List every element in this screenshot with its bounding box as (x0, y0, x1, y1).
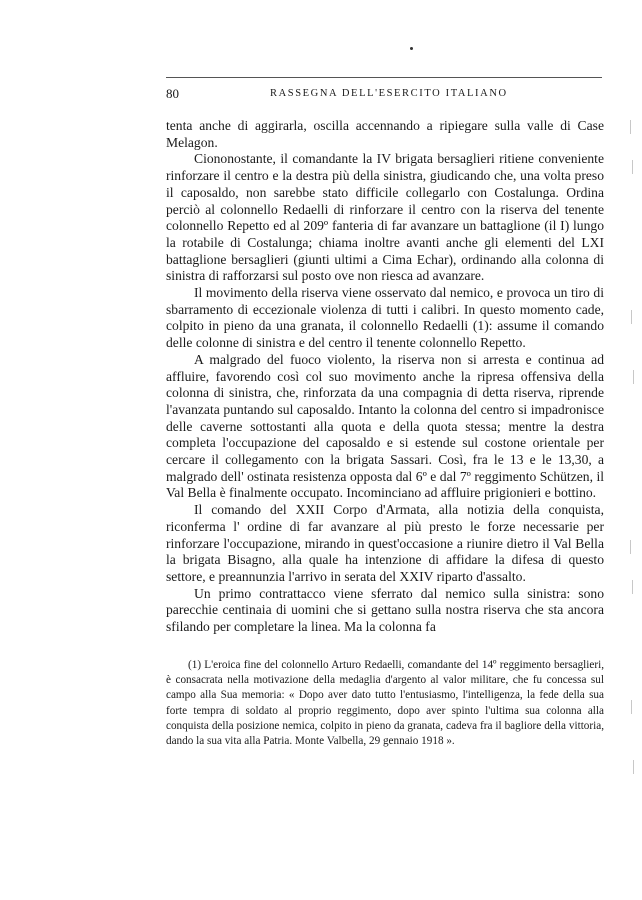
margin-mark (632, 580, 642, 594)
footnote-text: (1) L'eroica fine del colonnello Arturo Redaelli, comandante del 14º reggimento bersaglieri, è consacrata nella motivazione della medaglia d'argento al valor militare, che fu concessa sul campo alla Sua memoria: « Dopo aver dato tutto l'entusiasmo, l'intelligenza, la fede della sua forte tempra di soldato al proprio reggimento, dopo aver spinto l'ultima sua colonna alla conquista della posizione nemica, colpito in pieno da granata, cadeva fra il bagliore della vittoria, dando la sua vita alla Patria. Monte Valbella, 29 gennaio 1918 ». (166, 659, 604, 748)
speck (410, 47, 413, 50)
footnote (166, 658, 604, 749)
margin-mark (631, 310, 642, 324)
margin-mark (630, 120, 641, 134)
paragraph-2: Ciononostante, il comandante la IV brigata bersaglieri ritiene conveniente rinforzare il centro e la destra più della sinistra, giudicando che, una volta preso il caposaldo, non sarebbe stato difficile collegarlo con Costalunga. Ordina perciò al colonnello Redaelli di rinforzare il centro con la riserva del tenente colonnello Repetto ed al 209º fanteria di far avanzare un battaglione (il I) lungo la rotabile di Costalunga; chiama inoltre avanti anche gli elementi del LXI battaglione bersaglieri (giunti ultimi a Cima Echar), ordinando alla colonna di sinistra di rafforzarsi sul posto ove non riesca ad avanzare. (166, 151, 604, 284)
page-number: 80 (166, 86, 179, 101)
paragraph-6: Un primo contrattacco viene sferrato dal nemico sulla sinistra: sono parecchie centinaia di uomini che si gettano sulla nostra riserva che sta ancora sfilando per completare la linea. Ma la colonna fa (166, 585, 604, 635)
margin-mark (631, 700, 642, 714)
margin-mark (630, 540, 641, 554)
margin-mark (632, 160, 642, 174)
paragraph-3: Il movimento della riserva viene osservato dal nemico, e provoca un tiro di sbarramento di eccezionale violenza di tutti i calibri. In questo momento cade, colpito in pieno da una granata, il colonnello Redaelli (1): assume il comando delle colonne di sinistra e del centro il tenente colonnello Repetto. (166, 285, 604, 351)
bleed-through-margin (628, 100, 642, 860)
header-rule (166, 77, 602, 78)
paragraph-4: A malgrado del fuoco violento, la riserva non si arresta e continua ad affluire, favorendo così col suo movimento anche la ripresa offensiva della colonna di sinistra, che, rinforzata da una compagnia di detta riserva, riprende l'avanzata puntando sul caposaldo. Intanto la colonna del centro si impadronisce delle caverne sottostanti alla quota e della quota stessa; mentre la destra completa l'occupazione del caposaldo e si estende sul costone orientale per cercare il collegamento con la brigata Sassari. Così, fra le 13 e le 13,30, a malgrado dell' ostinata resistenza opposta dal 6º e dal 7º reggimento Schützen, il Val Bella è finalmente occupato. Incominciano ad affluire prigionieri e bottino. (166, 351, 604, 501)
paragraph-5: Il comando del XXII Corpo d'Armata, alla notizia della conquista, riconferma l' ordine di far avanzare al più presto le forze necessarie per rinforzare l'occupazione, mirando in quest'occasione a riunire dietro il Val Bella la brigata Bisagno, alla quale ha intenzione di affidare la difesa di questo settore, e preannunzia l'arrivo in serata del XXIV riparto d'assalto. (166, 502, 604, 584)
paragraph-1: tenta anche di aggirarla, oscilla accennando a ripiegare sulla valle di Case Melagon. (166, 118, 604, 150)
margin-mark (633, 760, 642, 774)
margin-mark (633, 370, 642, 384)
main-text (166, 118, 604, 636)
running-title: RASSEGNA DELL'ESERCITO ITALIANO (270, 88, 508, 99)
